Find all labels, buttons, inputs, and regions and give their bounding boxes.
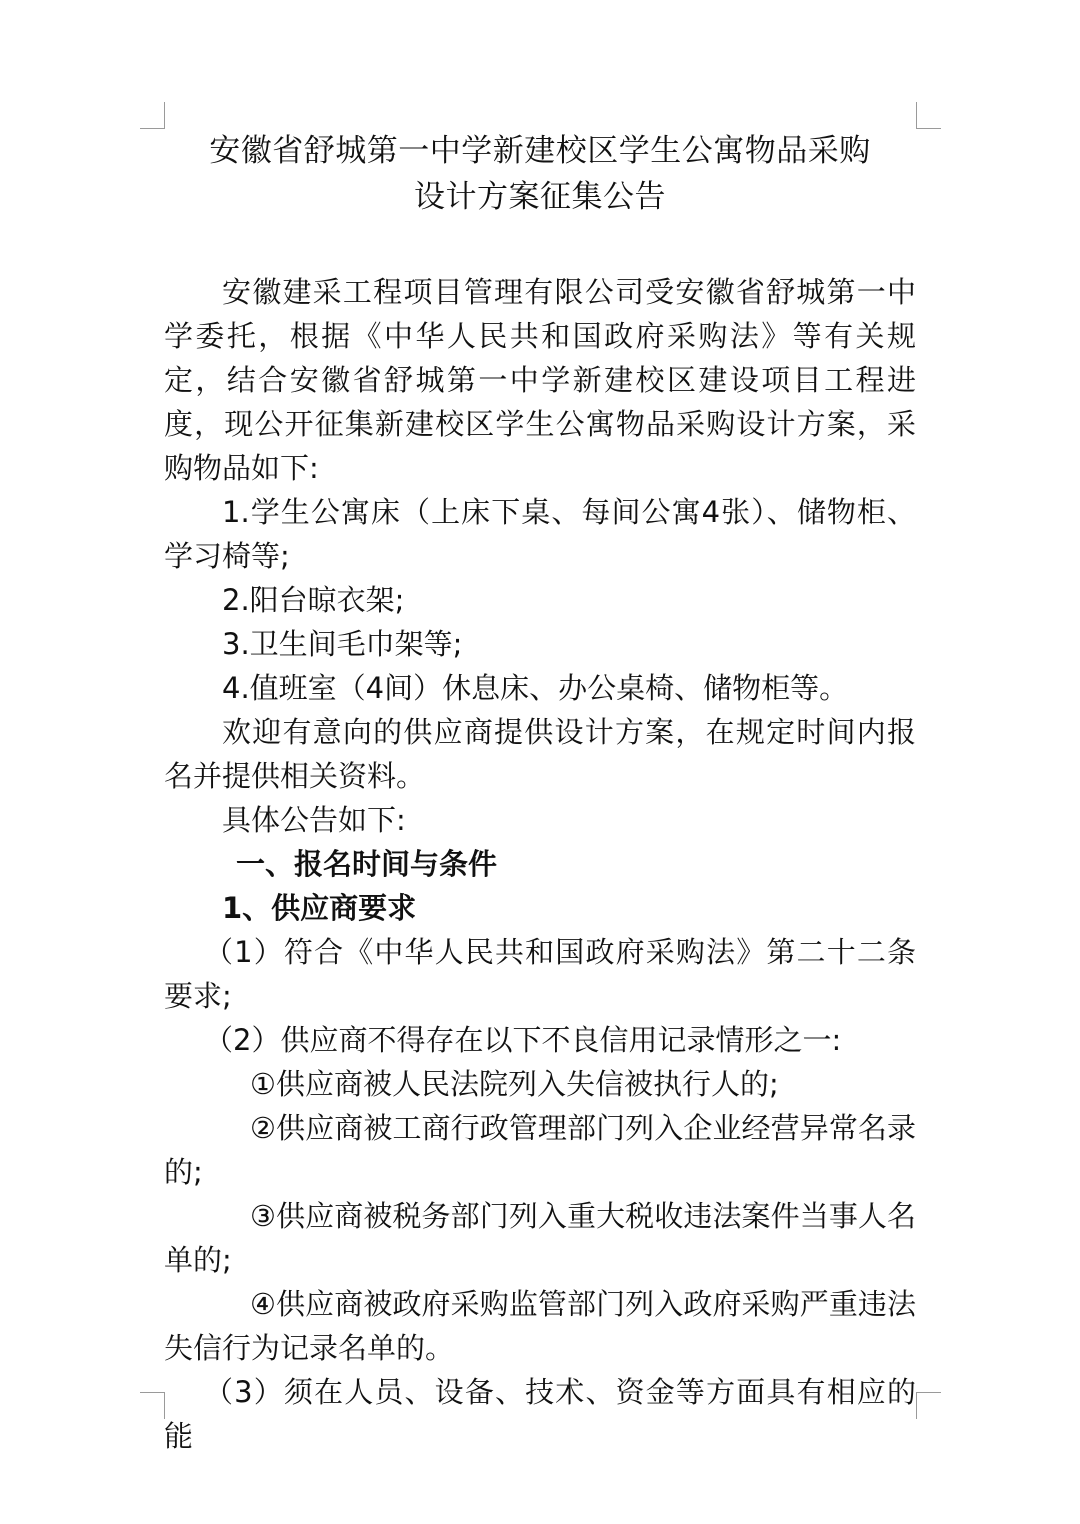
- crop-mark-top-right: [916, 102, 941, 129]
- requirement-item-2: （2）供应商不得存在以下不良信用记录情形之一:: [204, 1023, 842, 1057]
- item-1-paragraph: 1.学生公寓床（上床下桌、每间公寓4张）、储物柜、学习椅等;: [164, 495, 916, 573]
- document-body: [164, 128, 916, 1458]
- requirement-item-1: （1）符合《中华人民共和国政府采购法》第二十二条要求;: [164, 935, 916, 1013]
- item-3-paragraph: 3.卫生间毛巾架等;: [222, 627, 463, 661]
- crop-mark-top-left: [140, 102, 165, 129]
- credit-subitem-3: ③供应商被税务部门列入重大税收违法案件当事人名单的;: [164, 1199, 916, 1277]
- section-heading: 一、报名时间与条件: [236, 847, 498, 881]
- document-title-line2: 设计方案征集公告: [414, 179, 666, 215]
- credit-subitem-4: ④供应商被政府采购监管部门列入政府采购严重违法失信行为记录名单的。: [164, 1287, 916, 1365]
- crop-mark-bottom-left: [140, 1392, 165, 1419]
- requirement-item-3: （3）须在人员、设备、技术、资金等方面具有相应的能: [164, 1375, 916, 1453]
- credit-subitem-1: ①供应商被人民法院列入失信被执行人的;: [250, 1067, 779, 1101]
- section-subheading: 1、供应商要求: [222, 891, 417, 925]
- invitation-paragraph: 欢迎有意向的供应商提供设计方案，在规定时间内报名并提供相关资料。: [164, 715, 916, 793]
- intro-paragraph: 安徽建采工程项目管理有限公司受安徽省舒城第一中学委托，根据《中华人民共和国政府采购法》等有关规定，结合安徽省舒城第一中学新建校区建设项目工程进度，现公开征集新建校区学生公寓物品采购设计方案，采购物品如下:: [164, 275, 916, 485]
- item-4-paragraph: 4.值班室（4间）休息床、办公桌椅、储物柜等。: [222, 671, 849, 705]
- document-title-line1: 安徽省舒城第一中学新建校区学生公寓物品采购: [209, 133, 871, 169]
- item-2-paragraph: 2.阳台晾衣架;: [222, 583, 405, 617]
- crop-mark-bottom-right: [916, 1392, 941, 1419]
- details-intro-paragraph: 具体公告如下:: [222, 803, 406, 837]
- credit-subitem-2: ②供应商被工商行政管理部门列入企业经营异常名录的;: [164, 1111, 916, 1189]
